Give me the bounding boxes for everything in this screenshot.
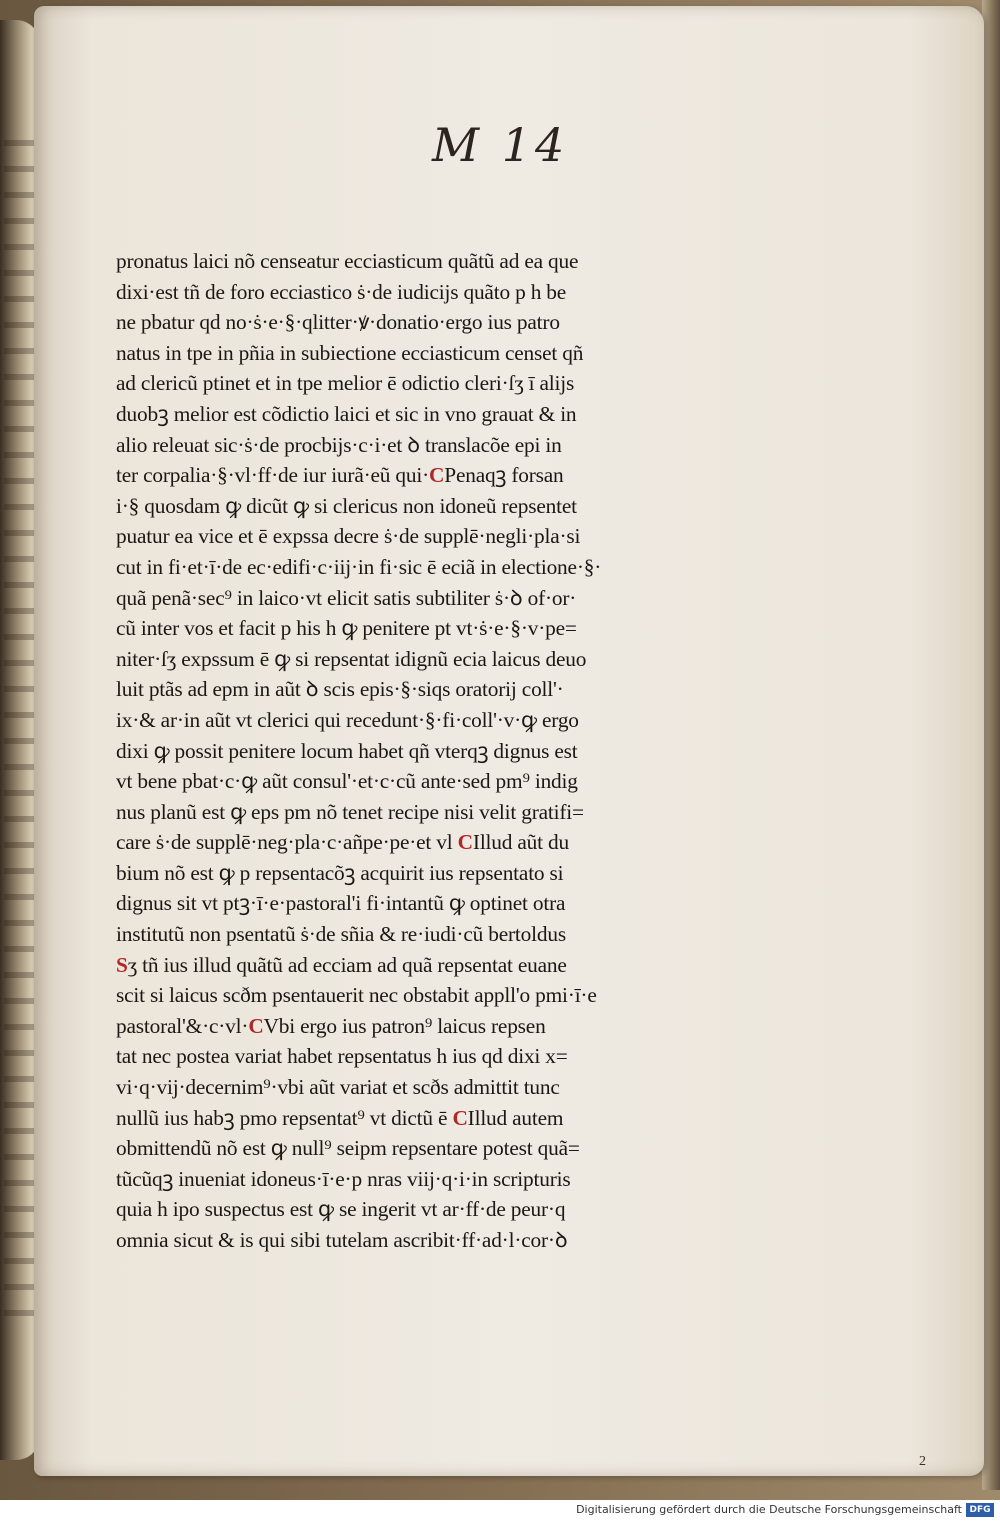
manuscript-page <box>34 6 984 1476</box>
line-text: dixi·est tñ de foro ecciastico ṡ·de iudicijs quãto p h be <box>116 279 567 304</box>
line-text: cũ inter vos et facit p his h ꝙ penitere pt vt·ṡ·e·§·v·pe= <box>116 616 577 641</box>
text-line <box>116 950 716 981</box>
footer-credit: Digitalisierung gefördert durch die Deutsche Forschungsgemeinschaft <box>576 1503 962 1516</box>
text-line <box>116 827 716 858</box>
text-line <box>116 888 716 919</box>
rubric-initial: C <box>248 1013 264 1038</box>
line-text: duobꝫ melior est cõdictio laici et sic in vno grauat & in <box>116 401 577 426</box>
text-line <box>116 338 716 369</box>
line-text: Penaqꝫ forsan <box>444 463 564 488</box>
line-text-pre: pastoral'&·c·vl· <box>116 1013 249 1038</box>
text-line <box>116 430 716 461</box>
text-line <box>116 1225 716 1256</box>
line-text-pre: care ṡ·de supplē·neg·pla·c·añpe·pe·et vl <box>116 830 458 855</box>
text-line <box>116 1072 716 1103</box>
text-line <box>116 613 716 644</box>
folio-note: M 14 <box>432 118 569 172</box>
line-text: quã penã·sec⁹ in laico·vt elicit satis subtiliter ṡ·ꝺ of·or· <box>116 585 577 610</box>
dfg-logo: DFG <box>966 1503 994 1517</box>
line-text-pre: nullũ ius habꝫ pmo repsentat⁹ vt dictũ ē <box>116 1105 453 1130</box>
line-text: natus in tpe in pñia in subiectione ecciasticum censet qñ <box>116 340 584 365</box>
line-text: cut in fi·et·ī·de ec·edifi·c·iij·in fi·sic ē eciã in electione·§· <box>116 554 602 579</box>
text-line <box>116 644 716 675</box>
line-text: Illud autem <box>467 1105 564 1130</box>
line-text: vi·q·vij·decernim⁹·vbi aũt variat et scðs admittit tunc <box>116 1075 560 1100</box>
text-line <box>116 919 716 950</box>
line-text: vt bene pbat·c·ꝙ aũt consul'·et·c·cũ ante·sed pm⁹ indig <box>116 769 578 794</box>
line-text: luit ptãs ad epm in aũt ꝺ scis epis·§·siqs oratorij coll'· <box>116 677 564 702</box>
line-text: Vbi ergo ius patron⁹ laicus repsen <box>263 1013 546 1038</box>
text-line <box>116 858 716 889</box>
line-text: Illud aũt du <box>472 830 569 855</box>
rubric-initial: S <box>116 952 128 977</box>
line-text: i·§ quosdam ꝙ dicũt ꝙ si clericus non idoneũ repsentet <box>116 493 577 518</box>
line-text: ʒ tñ ius illud quãtũ ad ecciam ad quã repsentat euane <box>127 952 567 977</box>
text-line <box>116 1194 716 1225</box>
text-line <box>116 491 716 522</box>
line-text: alio releuat sic·ṡ·de procbijs·c·i·et ꝺ translacõe epi in <box>116 432 562 457</box>
text-line <box>116 399 716 430</box>
text-line <box>116 1164 716 1195</box>
rubric-initial: C <box>457 830 473 855</box>
footer-bar <box>0 1500 1000 1521</box>
rubric-initial: C <box>429 463 445 488</box>
line-text: ix·& ar·in aũt vt clerici qui recedunt·§·fi·coll'·v·ꝙ ergo <box>116 707 579 732</box>
line-text: obmittendũ nõ est ꝙ null⁹ seipm repsentare potest quã= <box>116 1136 580 1161</box>
line-text: puatur ea vice et ē expssa decre ṡ·de supplē·negli·pla·si <box>116 524 581 549</box>
rubric-initial: C <box>452 1105 468 1130</box>
line-text: tũcũqꝫ inueniat idoneus·ī·e·p nras viij·q·i·in scripturis <box>116 1166 571 1191</box>
text-line <box>116 980 716 1011</box>
text-line <box>116 246 716 277</box>
book-fore-edge <box>982 0 1000 1490</box>
facing-page-text <box>4 140 34 1320</box>
text-line <box>116 521 716 552</box>
signature-mark: 2 <box>919 1454 926 1469</box>
text-line <box>116 277 716 308</box>
line-text: institutũ non psentatũ ṡ·de sñia & re·iudi·cũ bertoldus <box>116 922 566 947</box>
text-line <box>116 797 716 828</box>
line-text: pronatus laici nõ censeatur ecciasticum quãtũ ad ea que <box>116 249 579 273</box>
text-block <box>116 246 716 1256</box>
line-text: quia h ipo suspectus est ꝙ se ingerit vt ar·ff·de peur·q <box>116 1197 566 1222</box>
line-text-pre: ter corpalia·§·vl·ff·de iur iurã·eũ qui· <box>116 463 430 488</box>
text-line <box>116 736 716 767</box>
text-line <box>116 766 716 797</box>
line-text: dignus sit vt ptꝫ·ī·e·pastoral'i fi·intantũ ꝙ optinet otra <box>116 891 566 916</box>
text-line <box>116 1011 716 1042</box>
text-line <box>116 1041 716 1072</box>
text-line <box>116 1103 716 1134</box>
line-text: nus planũ est ꝙ eps pm nõ tenet recipe nisi velit gratifi= <box>116 799 584 824</box>
line-text: bium nõ est ꝙ p repsentacõꝫ acquirit ius repsentato si <box>116 860 564 885</box>
line-text: tat nec postea variat habet repsentatus h ius qd dixi x= <box>116 1044 568 1069</box>
text-line <box>116 674 716 705</box>
text-line <box>116 460 716 491</box>
line-text: scit si laicus scðm psentauerit nec obstabit appll'o pmi·ī·e <box>116 983 597 1008</box>
text-line <box>116 552 716 583</box>
text-line <box>116 705 716 736</box>
line-text: niter·ſʒ expssum ē ꝙ si repsentat idignũ ecia laicus deuo <box>116 646 587 671</box>
text-line <box>116 368 716 399</box>
line-text: omnia sicut & is qui sibi tutelam ascribit·ff·ad·l·cor·ꝺ <box>116 1228 568 1252</box>
line-text: ad clericũ ptinet et in tpe melior ē odictio cleri·ſʒ ī alijs <box>116 371 575 396</box>
text-line <box>116 583 716 614</box>
line-text: dixi ꝙ possit penitere locum habet qñ vterqꝫ dignus est <box>116 738 578 763</box>
text-line <box>116 1133 716 1164</box>
text-line <box>116 307 716 338</box>
line-text: ne pbatur qd no·ṡ·e·§·qlitter·ꝟ·donatio·ergo ius patro <box>116 310 560 335</box>
